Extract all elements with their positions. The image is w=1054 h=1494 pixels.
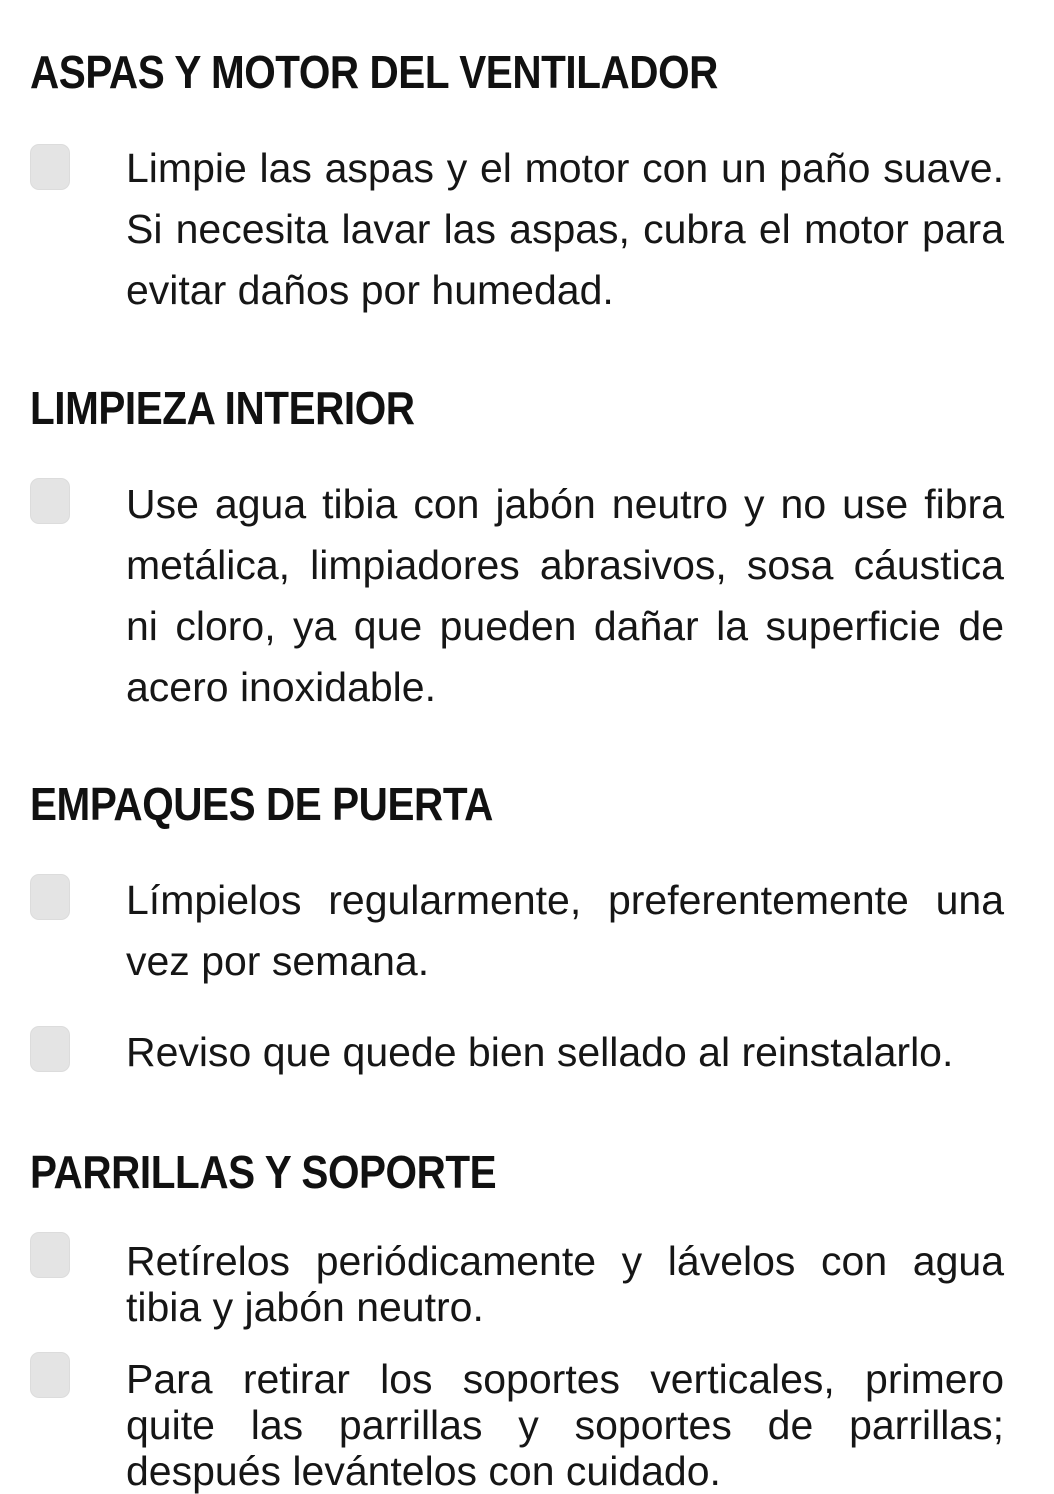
checkbox[interactable] (30, 1026, 70, 1072)
checkbox[interactable] (30, 144, 70, 190)
checkbox[interactable] (30, 478, 70, 524)
checklist-item-text: Retírelos periódicamente y lávelos con agua tibia y jabón neutro. (126, 1238, 1004, 1330)
checkbox[interactable] (30, 874, 70, 920)
section-heading-empaques-puerta: EMPAQUES DE PUERTA (30, 778, 493, 830)
checklist-item-text: Limpie las aspas y el motor con un paño suave. Si necesita lavar las aspas, cubra el motor para evitar daños por humedad. (126, 145, 1004, 313)
section-heading-parrillas-soporte: PARRILLAS Y SOPORTE (30, 1146, 497, 1198)
checklist-item-text: Límpielos regularmente, preferentemente una vez por semana. (126, 877, 1004, 984)
checklist-item-text: Para retirar los soportes verticales, primero quite las parrillas y soportes de parrillas; después levántelos con cuidado. (126, 1356, 1004, 1494)
section-heading-limpieza-interior: LIMPIEZA INTERIOR (30, 382, 415, 434)
checkbox[interactable] (30, 1352, 70, 1398)
section-heading-aspas-motor: ASPAS Y MOTOR DEL VENTILADOR (30, 46, 718, 98)
checkbox[interactable] (30, 1232, 70, 1278)
checklist-item-text: Reviso que quede bien sellado al reinstalarlo. (126, 1029, 954, 1075)
checklist-item-text: Use agua tibia con jabón neutro y no use fibra metálica, limpiadores abrasivos, sosa cáustica ni cloro, ya que pueden dañar la superficie de acero inoxidable. (126, 481, 1004, 710)
